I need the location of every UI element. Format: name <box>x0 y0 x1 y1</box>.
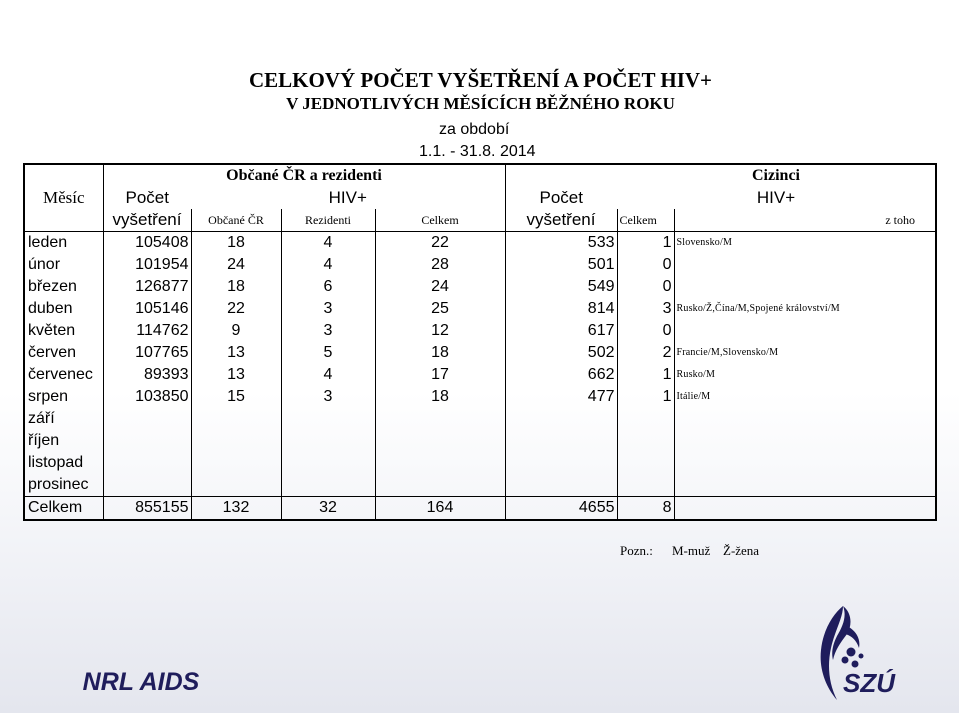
foreign-tests-cell <box>505 452 617 474</box>
month-cell: leden <box>28 234 68 251</box>
total-tests: 855155 <box>103 497 191 521</box>
table-row <box>24 408 936 430</box>
foreign-hiv-cell <box>617 474 674 497</box>
tests-cell: 114762 <box>103 320 191 342</box>
total-hiv-cell <box>375 430 505 452</box>
total-hiv-cell <box>375 452 505 474</box>
residents-hiv-cell: 5 <box>281 342 375 364</box>
table-row <box>24 474 936 497</box>
month-cell: květen <box>28 322 76 339</box>
foreign-tests-cell <box>505 408 617 430</box>
total-foreign-hiv: 8 <box>617 497 674 521</box>
total-hiv-cell: 28 <box>375 254 505 276</box>
note-female: Ž-žena <box>723 543 760 558</box>
table-row <box>24 386 936 408</box>
residents-hiv-cell: 3 <box>281 320 375 342</box>
foreign-detail-cell <box>674 474 936 497</box>
total-header: Celkem <box>375 209 505 232</box>
residents-header: Rezidenti <box>281 209 375 232</box>
table-row <box>24 364 936 386</box>
month-cell: březen <box>28 278 77 295</box>
foreign-tests-cell: 502 <box>505 342 617 364</box>
total-hiv-cell: 12 <box>375 320 505 342</box>
tests-cell: 89393 <box>103 364 191 386</box>
table-row <box>24 452 936 474</box>
group-foreigners-header: Cizinci <box>752 167 800 184</box>
empty-header-cell <box>505 164 617 187</box>
total-hiv-cell <box>375 474 505 497</box>
tests-cell: 105146 <box>103 298 191 320</box>
table-row <box>24 254 936 276</box>
total-hiv-cell: 24 <box>375 276 505 298</box>
month-cell: prosinec <box>28 476 89 493</box>
page-subtitle: V JEDNOTLIVÝCH MĚSÍCÍCH BĚŽNÉHO ROKU <box>286 94 675 113</box>
foreign-hiv-cell: 0 <box>617 276 674 298</box>
foreign-detail-cell <box>674 320 936 342</box>
foreign-hiv-cell: 1 <box>617 364 674 386</box>
total-hiv-cell: 17 <box>375 364 505 386</box>
month-cell: září <box>28 410 55 427</box>
foreign-tests-cell: 662 <box>505 364 617 386</box>
of-which-header: z toho <box>674 209 936 232</box>
foreign-hiv-cell: 0 <box>617 320 674 342</box>
total-hiv-cell: 22 <box>375 232 505 255</box>
table-header <box>24 164 936 232</box>
residents-hiv-cell: 3 <box>281 386 375 408</box>
residents-hiv-cell: 6 <box>281 276 375 298</box>
total-hiv-cell <box>375 408 505 430</box>
tests-cell <box>103 474 191 497</box>
residents-hiv-cell: 4 <box>281 364 375 386</box>
foreign-hiv-cell: 1 <box>617 232 674 255</box>
table-row <box>24 232 936 255</box>
table-body <box>24 232 936 497</box>
group-citizens-header: Občané ČR a rezidenti <box>103 164 505 187</box>
tests-cell <box>103 452 191 474</box>
citizens-hiv-cell: 15 <box>191 386 281 408</box>
table-footer <box>24 497 936 521</box>
citizens-hiv-cell: 13 <box>191 342 281 364</box>
foreign-hiv-cell <box>617 430 674 452</box>
foreign-tests-cell: 477 <box>505 386 617 408</box>
foreign-hiv-cell: 0 <box>617 254 674 276</box>
foreign-count-header-line2: vyšetření <box>505 209 617 232</box>
table-row <box>24 276 936 298</box>
month-cell: únor <box>28 256 61 273</box>
hiv-header: HIV+ <box>328 188 367 207</box>
tests-cell <box>103 408 191 430</box>
citizens-hiv-cell <box>191 408 281 430</box>
citizens-header: Občané ČR <box>191 209 281 232</box>
foreign-tests-cell: 501 <box>505 254 617 276</box>
total-row <box>24 497 936 521</box>
foreign-tests-cell: 533 <box>505 232 617 255</box>
citizens-hiv-cell: 18 <box>191 276 281 298</box>
period-label: za období <box>439 121 510 138</box>
foreign-hiv-cell: 1 <box>617 386 674 408</box>
szu-logo-text: SZÚ <box>843 668 895 698</box>
note-male: M-muž <box>672 543 711 558</box>
citizens-hiv-cell: 24 <box>191 254 281 276</box>
residents-hiv-cell <box>281 452 375 474</box>
foreign-tests-cell: 814 <box>505 298 617 320</box>
total-cz: 132 <box>191 497 281 521</box>
page-title: CELKOVÝ POČET VYŠETŘENÍ A POČET HIV+ <box>249 68 712 92</box>
foreign-detail-cell <box>674 254 936 276</box>
total-total: 164 <box>375 497 505 521</box>
month-cell: listopad <box>28 454 84 471</box>
foreign-detail-cell: Francie/M,Slovensko/M <box>674 342 936 364</box>
total-hiv-cell: 18 <box>375 386 505 408</box>
month-cell: červen <box>28 344 77 361</box>
nrl-aids-logo-text: NRL AIDS <box>82 668 200 693</box>
residents-hiv-cell <box>281 408 375 430</box>
tests-cell: 126877 <box>103 276 191 298</box>
foreign-hiv-cell <box>617 408 674 430</box>
total-hiv-cell: 18 <box>375 342 505 364</box>
foreign-hiv-cell: 2 <box>617 342 674 364</box>
foreign-detail-cell <box>674 452 936 474</box>
foreign-hiv-header: HIV+ <box>756 188 796 207</box>
citizens-hiv-cell: 9 <box>191 320 281 342</box>
foreign-hiv-cell: 3 <box>617 298 674 320</box>
residents-hiv-cell <box>281 474 375 497</box>
citizens-hiv-cell <box>191 452 281 474</box>
residents-hiv-cell: 4 <box>281 232 375 255</box>
foreign-tests-cell <box>505 430 617 452</box>
total-res: 32 <box>281 497 375 521</box>
empty-header-cell <box>24 209 103 232</box>
citizens-hiv-cell: 22 <box>191 298 281 320</box>
total-label: Celkem <box>24 497 103 521</box>
month-header: Měsíc <box>42 188 85 207</box>
total-hiv-cell: 25 <box>375 298 505 320</box>
tests-cell: 107765 <box>103 342 191 364</box>
foreign-detail-cell <box>674 276 936 298</box>
foreign-detail-cell <box>674 408 936 430</box>
residents-hiv-cell: 4 <box>281 254 375 276</box>
residents-hiv-cell <box>281 430 375 452</box>
table-row <box>24 298 936 320</box>
period-value: 1.1. - 31.8. 2014 <box>419 143 536 160</box>
table-row <box>24 430 936 452</box>
foreign-detail-cell: Slovensko/M <box>674 232 936 255</box>
foreign-detail-cell: Itálie/M <box>674 386 936 408</box>
citizens-hiv-cell <box>191 474 281 497</box>
foreign-tests-cell <box>505 474 617 497</box>
szu-logo <box>785 600 905 708</box>
citizens-hiv-cell <box>191 430 281 452</box>
month-cell: říjen <box>28 432 60 449</box>
foreign-count-header-line1: Počet <box>505 187 617 209</box>
note-label: Pozn.: <box>620 543 653 558</box>
foreign-detail-cell: Rusko/Ž,Čína/M,Spojené království/M <box>674 298 936 320</box>
hiv-tests-table <box>23 163 937 521</box>
count-header-line2: vyšetření <box>103 209 191 232</box>
foreign-detail-cell <box>674 430 936 452</box>
foreign-tests-cell: 549 <box>505 276 617 298</box>
month-cell: srpen <box>28 388 69 405</box>
foreign-total-header: Celkem <box>617 209 674 232</box>
total-foreign-tests: 4655 <box>505 497 617 521</box>
tests-cell: 103850 <box>103 386 191 408</box>
tests-cell <box>103 430 191 452</box>
foreign-detail-cell: Rusko/M <box>674 364 936 386</box>
citizens-hiv-cell: 13 <box>191 364 281 386</box>
month-cell: červenec <box>28 366 93 383</box>
foreign-hiv-cell <box>617 452 674 474</box>
tests-cell: 105408 <box>103 232 191 255</box>
residents-hiv-cell: 3 <box>281 298 375 320</box>
nrl-aids-logo <box>62 668 220 693</box>
count-header-line1: Počet <box>103 187 191 209</box>
table-row <box>24 342 936 364</box>
month-cell: duben <box>28 300 73 317</box>
table-row <box>24 320 936 342</box>
foreign-tests-cell: 617 <box>505 320 617 342</box>
citizens-hiv-cell: 18 <box>191 232 281 255</box>
tests-cell: 101954 <box>103 254 191 276</box>
empty-cell <box>674 497 936 521</box>
empty-header-cell <box>24 164 103 187</box>
